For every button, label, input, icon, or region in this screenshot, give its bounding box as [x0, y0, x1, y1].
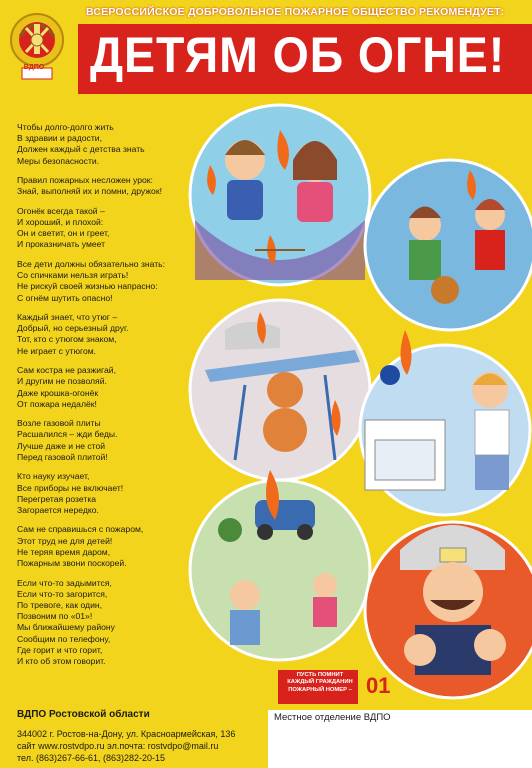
firefighter-illustration: [365, 522, 532, 698]
poem-line: И проказничать умеет: [17, 239, 106, 250]
poem-line: И кто об этом говорит.: [17, 656, 106, 666]
poem-stanza: [17, 578, 207, 668]
poem-line: Лучше даже и не стой: [17, 440, 106, 451]
poem-line: Добрый, но серьезный друг.: [17, 323, 129, 334]
illustrations: [185, 100, 532, 700]
poem-line: Пожарным звони поскорей.: [17, 558, 127, 569]
poem-line: С огнём шутить опасно!: [17, 292, 113, 303]
emergency-reminder-text: [282, 672, 358, 694]
children-matches-illustration: [190, 105, 370, 285]
poem-line: Каждый знает, что утюг –: [17, 312, 118, 323]
poem-stanza: [17, 122, 207, 167]
poem-stanza: [17, 524, 207, 569]
poem-line: Если что-то загорится,: [17, 588, 108, 599]
header: [0, 0, 532, 100]
emblem-label: ВДПО: [23, 64, 45, 71]
poem-line: Сам не справишься с пожаром,: [17, 524, 144, 535]
poem: [17, 122, 207, 676]
footer-contacts: сайт www.rostvdpo.ru эл.почта: rostvdpo@mail.ru: [17, 741, 219, 751]
children-toys-illustration: [365, 160, 532, 330]
poem-line: Этот труд не для детей!: [17, 535, 113, 546]
poem-line: Возле газовой плиты: [17, 418, 101, 429]
poem-line: От пожара недалёк!: [17, 398, 97, 409]
poem-line: Все приборы не включает!: [17, 482, 124, 493]
poem-line: И другим не позволяй.: [17, 376, 107, 387]
poem-line: Кто науку изучает,: [17, 471, 90, 482]
poem-stanza: [17, 418, 207, 463]
poem-stanza: [17, 365, 207, 410]
vdpo-emblem-icon: [8, 6, 66, 88]
footer-phones: тел. (863)267-66-61, (863)282-20-15: [17, 753, 166, 763]
poem-line: Мы ближайшему району: [17, 622, 115, 633]
poem-line: Меры безопасности.: [17, 155, 100, 166]
poem-stanza: [17, 206, 207, 251]
poem-line: Чтобы долго-долго жить: [17, 122, 114, 132]
poem-line: Позвоним по «01»!: [17, 611, 93, 622]
poem-line: Если что-то задымится,: [17, 577, 112, 588]
poem-line: Знай, выполняй их и помни, дружок!: [17, 186, 162, 197]
gas-stove-illustration: [360, 330, 530, 515]
poem-line: Тот, кто с утюгом знаком,: [17, 334, 117, 345]
poem-line: Не играет с утюгом.: [17, 345, 97, 356]
poem-line: Со спичками нельзя играть!: [17, 270, 129, 281]
iron-illustration: [190, 300, 370, 480]
poem-line: По тревоге, как один,: [17, 599, 103, 610]
badge-line: ПОЖАРНЫЙ НОМЕР –: [288, 686, 352, 693]
poem-line: Загорается нередко.: [17, 504, 99, 515]
poem-line: Перегретая розетка: [17, 493, 97, 504]
poem-line: Сообщим по телефону,: [17, 633, 111, 644]
poem-line: Огонёк всегда такой –: [17, 205, 105, 216]
poem-line: В здравии и радости,: [17, 133, 102, 144]
badge-line: ПУСТЬ ПОМНИТ: [296, 672, 344, 678]
poem-line: Сам костра не разжигай,: [17, 365, 116, 376]
poem-stanza: [17, 175, 207, 197]
footer-address: 344002 г. Ростов-на-Дону, ул. Красноармейская, 136: [17, 729, 236, 739]
local-branch-label: Местное отделение ВДПО: [274, 712, 391, 723]
poem-line: И хороший, и плохой:: [17, 217, 104, 228]
poem-line: Расшалился – жди беды.: [17, 429, 118, 440]
poem-line: Все дети должны обязательно знать:: [17, 258, 166, 269]
poem-stanza: [17, 312, 207, 357]
org-subtitle: ВСЕРОССИЙСКОЕ ДОБРОВОЛЬНОЕ ПОЖАРНОЕ ОБЩЕСТВО РЕКОМЕНДУЕТ:: [86, 6, 505, 18]
poem-line: Перед газовой плитой!: [17, 451, 108, 462]
page-title: ДЕТЯМ ОБ ОГНЕ!: [90, 27, 506, 83]
poem-line: Где горит и что горит,: [17, 644, 103, 655]
poem-stanza: [17, 471, 207, 516]
poem-line: Не рискуй своей жизнью напрасно:: [17, 281, 158, 292]
footer-org: ВДПО Ростовской области: [17, 709, 150, 720]
poem-line: Правил пожарных несложен урок:: [17, 175, 153, 186]
campfire-illustration: [190, 470, 370, 660]
badge-line: КАЖДЫЙ ГРАЖДАНИН: [287, 679, 353, 686]
emergency-number: 01: [366, 673, 391, 698]
poem-stanza: [17, 259, 207, 304]
poem-line: Не теряя время даром,: [17, 546, 111, 557]
poem-line: Даже крошка-огонёк: [17, 387, 99, 398]
poem-line: Он и светит, он и греет,: [17, 228, 110, 239]
poem-line: Должен каждый с детства знать: [17, 144, 145, 155]
